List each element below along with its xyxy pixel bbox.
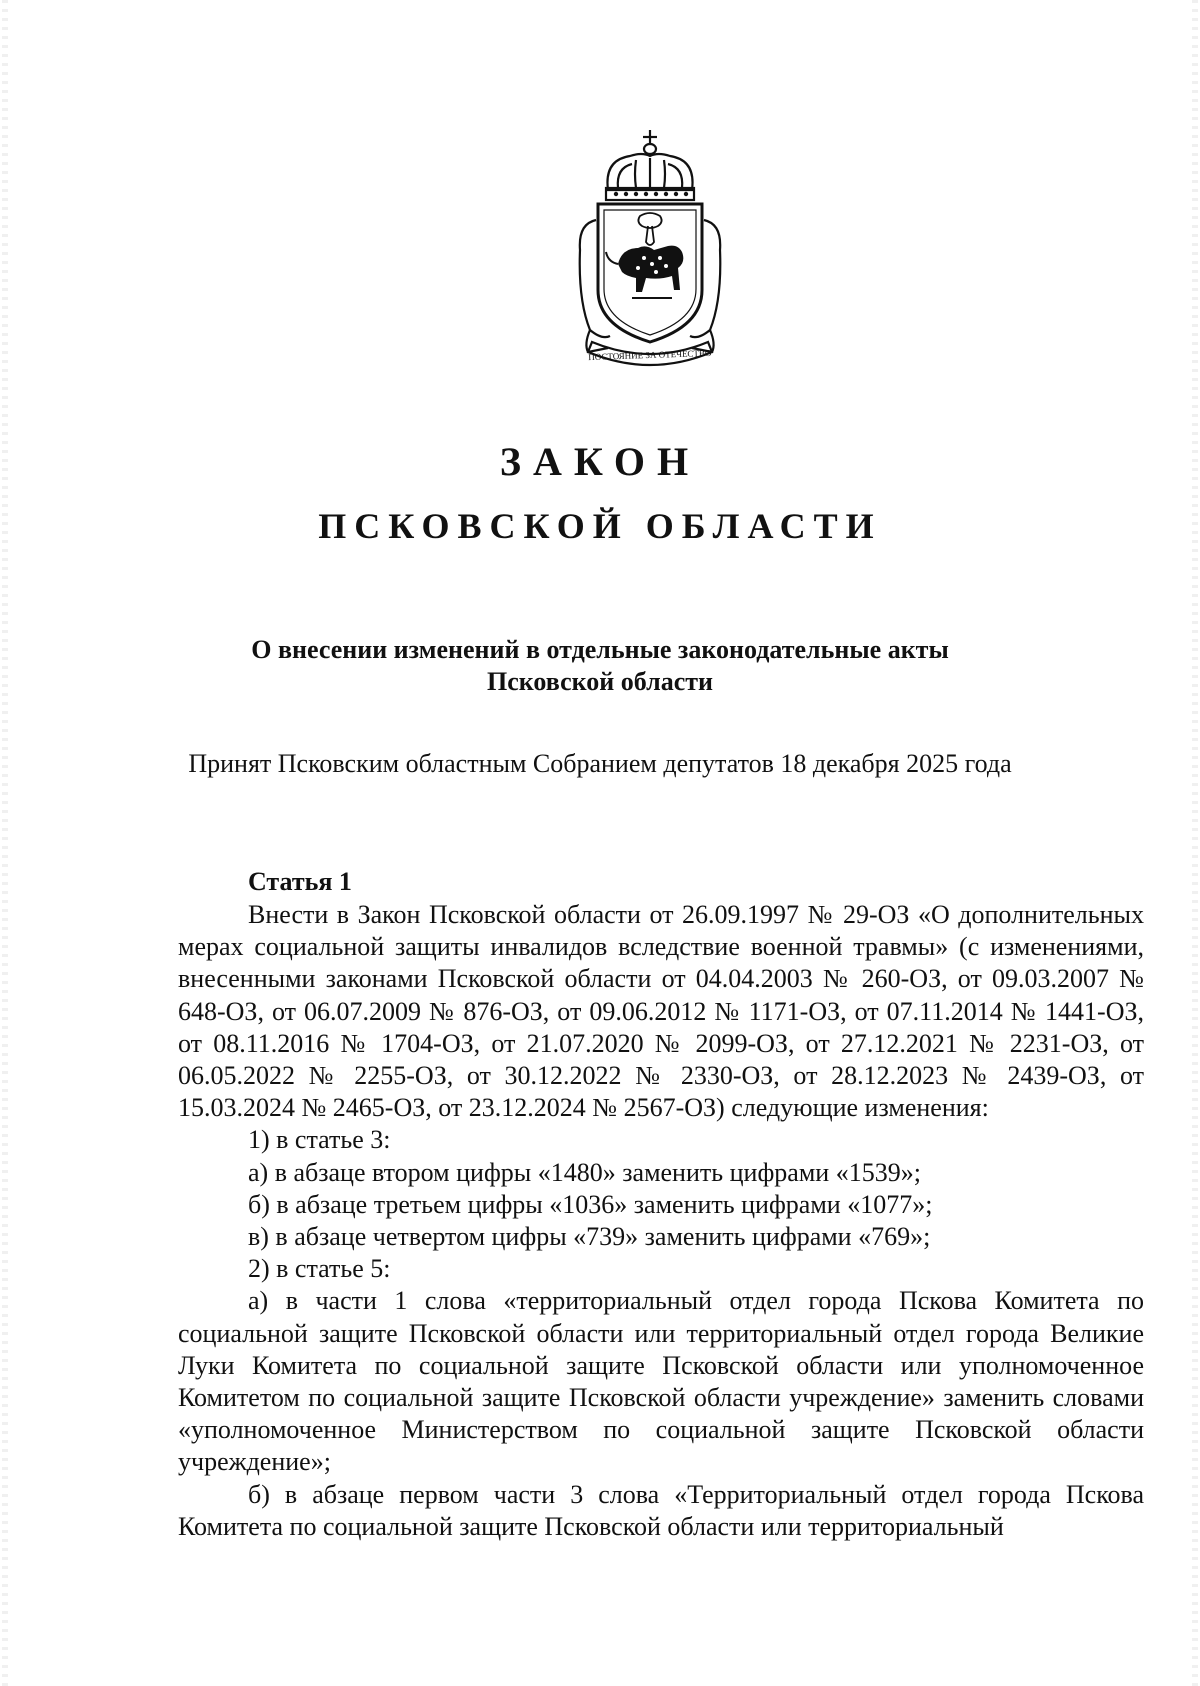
article-paragraph: 2) в статье 5: <box>248 1254 391 1284</box>
article-paragraph: б) в абзаце третьем цифры «1036» заменить цифрами «1077»; <box>248 1189 933 1219</box>
article-paragraph: в) в абзаце четвертом цифры «739» заменить цифрами «769»; <box>248 1222 931 1252</box>
coat-of-arms-emblem <box>560 130 740 375</box>
region-title: ПСКОВСКОЙ ОБЛАСТИ <box>318 506 882 546</box>
adoption-note: Принят Псковским областным Собранием депутатов 18 декабря 2025 года <box>188 749 1012 778</box>
document-heading-line-1: О внесении изменений в отдельные законодательные акты <box>251 635 949 664</box>
article-title: Статья 1 <box>248 867 352 896</box>
scan-edge-left <box>2 0 8 1686</box>
scan-edge-right <box>1192 0 1198 1686</box>
article-paragraph: б) в абзаце первом части 3 слова «Территориальный отдел города Пскова Комитета по социальной защите Псковской области или территориальный <box>178 1479 1144 1541</box>
document-heading-line-2: Псковской области <box>486 667 713 696</box>
article-paragraph: а) в части 1 слова «территориальный отдел города Пскова Комитета по социальной защите Псковской области или территориальный отдел города Великие Луки Комитета по социальной защите Псковской области или уполномоченное Комитетом по социальной защите Псковской области учреждение» заменить словами «уполномоченное Министерством по социальной защите Псковской области учреждение»; <box>178 1286 1144 1477</box>
article-paragraph: а) в абзаце втором цифры «1480» заменить цифрами «1539»; <box>248 1157 921 1187</box>
svg-text:ПОСТОЯНИЕ ЗА ОТЕЧЕСТВО: ПОСТОЯНИЕ ЗА ОТЕЧЕСТВО <box>588 347 712 363</box>
article-body <box>178 899 1144 1543</box>
document-heading <box>200 634 1000 698</box>
law-title: ЗАКОН <box>499 439 701 484</box>
article-paragraph: Внести в Закон Псковской области от 26.09.1997 № 29-ОЗ «О дополнительных мерах социальной защиты инвалидов вследствие военной травмы» (с изменениями, внесенными законами Псковской области от 04.04.2003 № 260-ОЗ, от 09.03.2007 № 648-ОЗ, от 06.07.2009 № 876-ОЗ, от 09.06.2012 № 1171-ОЗ, от 07.11.2014 № 1441-ОЗ, от 08.11.2016 № 1704-ОЗ, от 21.07.2020 № 2099-ОЗ, от 27.12.2021 № 2231-ОЗ, от 06.05.2022 № 2255-ОЗ, от 30.12.2022 № 2330-ОЗ, от 28.12.2023 № 2439-ОЗ, от 15.03.2024 № 2465-ОЗ, от 23.12.2024 № 2567-ОЗ) следующие изменения: <box>178 900 1144 1123</box>
article-paragraph: 1) в статье 3: <box>248 1125 391 1155</box>
